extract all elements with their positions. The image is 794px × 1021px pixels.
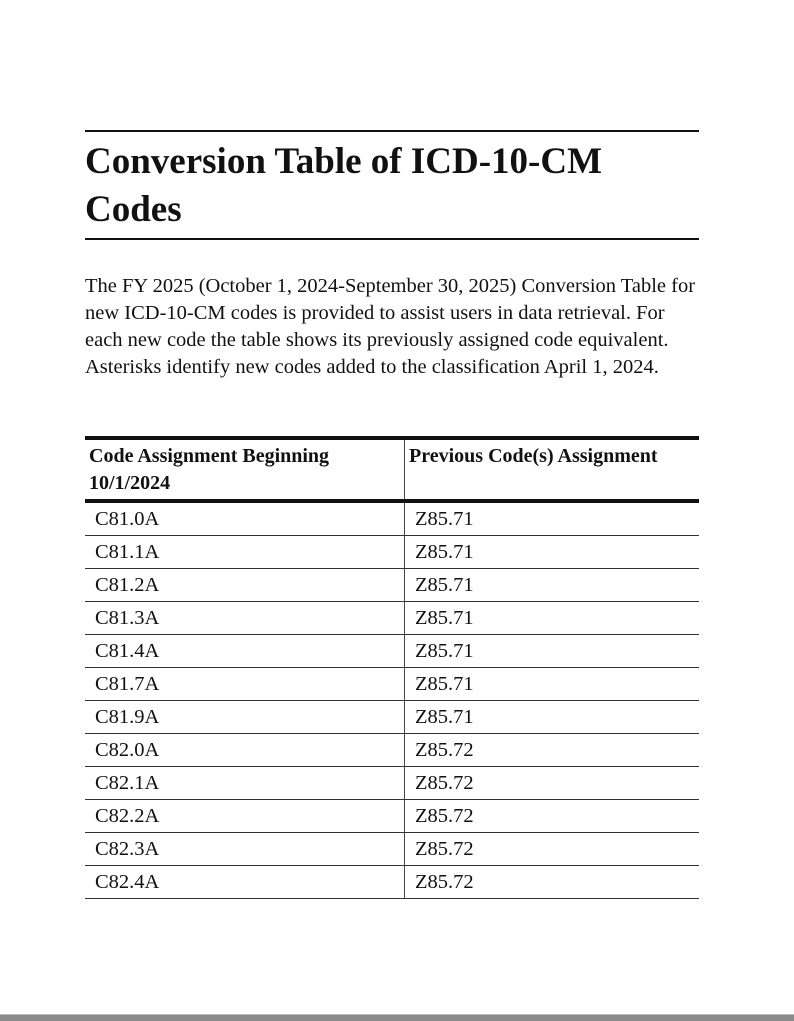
table-row xyxy=(85,701,699,734)
table-row xyxy=(85,734,699,767)
table-row xyxy=(85,602,699,635)
table-row xyxy=(85,767,699,800)
table-row xyxy=(85,635,699,668)
table-row xyxy=(85,501,699,536)
new-code-cell: C82.0A xyxy=(85,734,405,767)
table-row xyxy=(85,866,699,899)
previous-code-cell: Z85.71 xyxy=(405,602,700,635)
new-code-cell: C81.7A xyxy=(85,668,405,701)
previous-code-cell: Z85.71 xyxy=(405,501,700,536)
new-code-cell: C81.2A xyxy=(85,569,405,602)
previous-code-cell: Z85.71 xyxy=(405,635,700,668)
previous-code-cell: Z85.71 xyxy=(405,701,700,734)
new-code-cell: C81.1A xyxy=(85,536,405,569)
table-row xyxy=(85,800,699,833)
new-code-cell: C81.9A xyxy=(85,701,405,734)
column-header-new-code: Code Assignment Beginning 10/1/2024 xyxy=(85,438,405,501)
conversion-table xyxy=(85,436,699,899)
new-code-cell: C82.3A xyxy=(85,833,405,866)
new-code-cell: C81.0A xyxy=(85,501,405,536)
table-row xyxy=(85,668,699,701)
title-block xyxy=(85,130,699,240)
table-row xyxy=(85,569,699,602)
previous-code-cell: Z85.71 xyxy=(405,668,700,701)
previous-code-cell: Z85.72 xyxy=(405,767,700,800)
new-code-cell: C82.4A xyxy=(85,866,405,899)
previous-code-cell: Z85.72 xyxy=(405,800,700,833)
new-code-cell: C82.1A xyxy=(85,767,405,800)
new-code-cell: C81.3A xyxy=(85,602,405,635)
previous-code-cell: Z85.71 xyxy=(405,536,700,569)
page-bottom-edge xyxy=(0,1014,794,1021)
column-header-previous-code: Previous Code(s) Assignment xyxy=(405,438,700,501)
previous-code-cell: Z85.71 xyxy=(405,569,700,602)
table-row xyxy=(85,833,699,866)
new-code-cell: C82.2A xyxy=(85,800,405,833)
page-title: Conversion Table of ICD-10-CM Codes xyxy=(85,141,602,230)
previous-code-cell: Z85.72 xyxy=(405,866,700,899)
new-code-cell: C81.4A xyxy=(85,635,405,668)
intro-paragraph: The FY 2025 (October 1, 2024-September 30, 2025) Conversion Table for new ICD-10-CM codes is provided to assist users in data retrieval. For each new code the table shows its previously assigned code equivalent. Asterisks identify new codes added to the classification April 1, 2024. xyxy=(85,275,696,378)
table-header-row xyxy=(85,438,699,501)
previous-code-cell: Z85.72 xyxy=(405,734,700,767)
previous-code-cell: Z85.72 xyxy=(405,833,700,866)
table-row xyxy=(85,536,699,569)
